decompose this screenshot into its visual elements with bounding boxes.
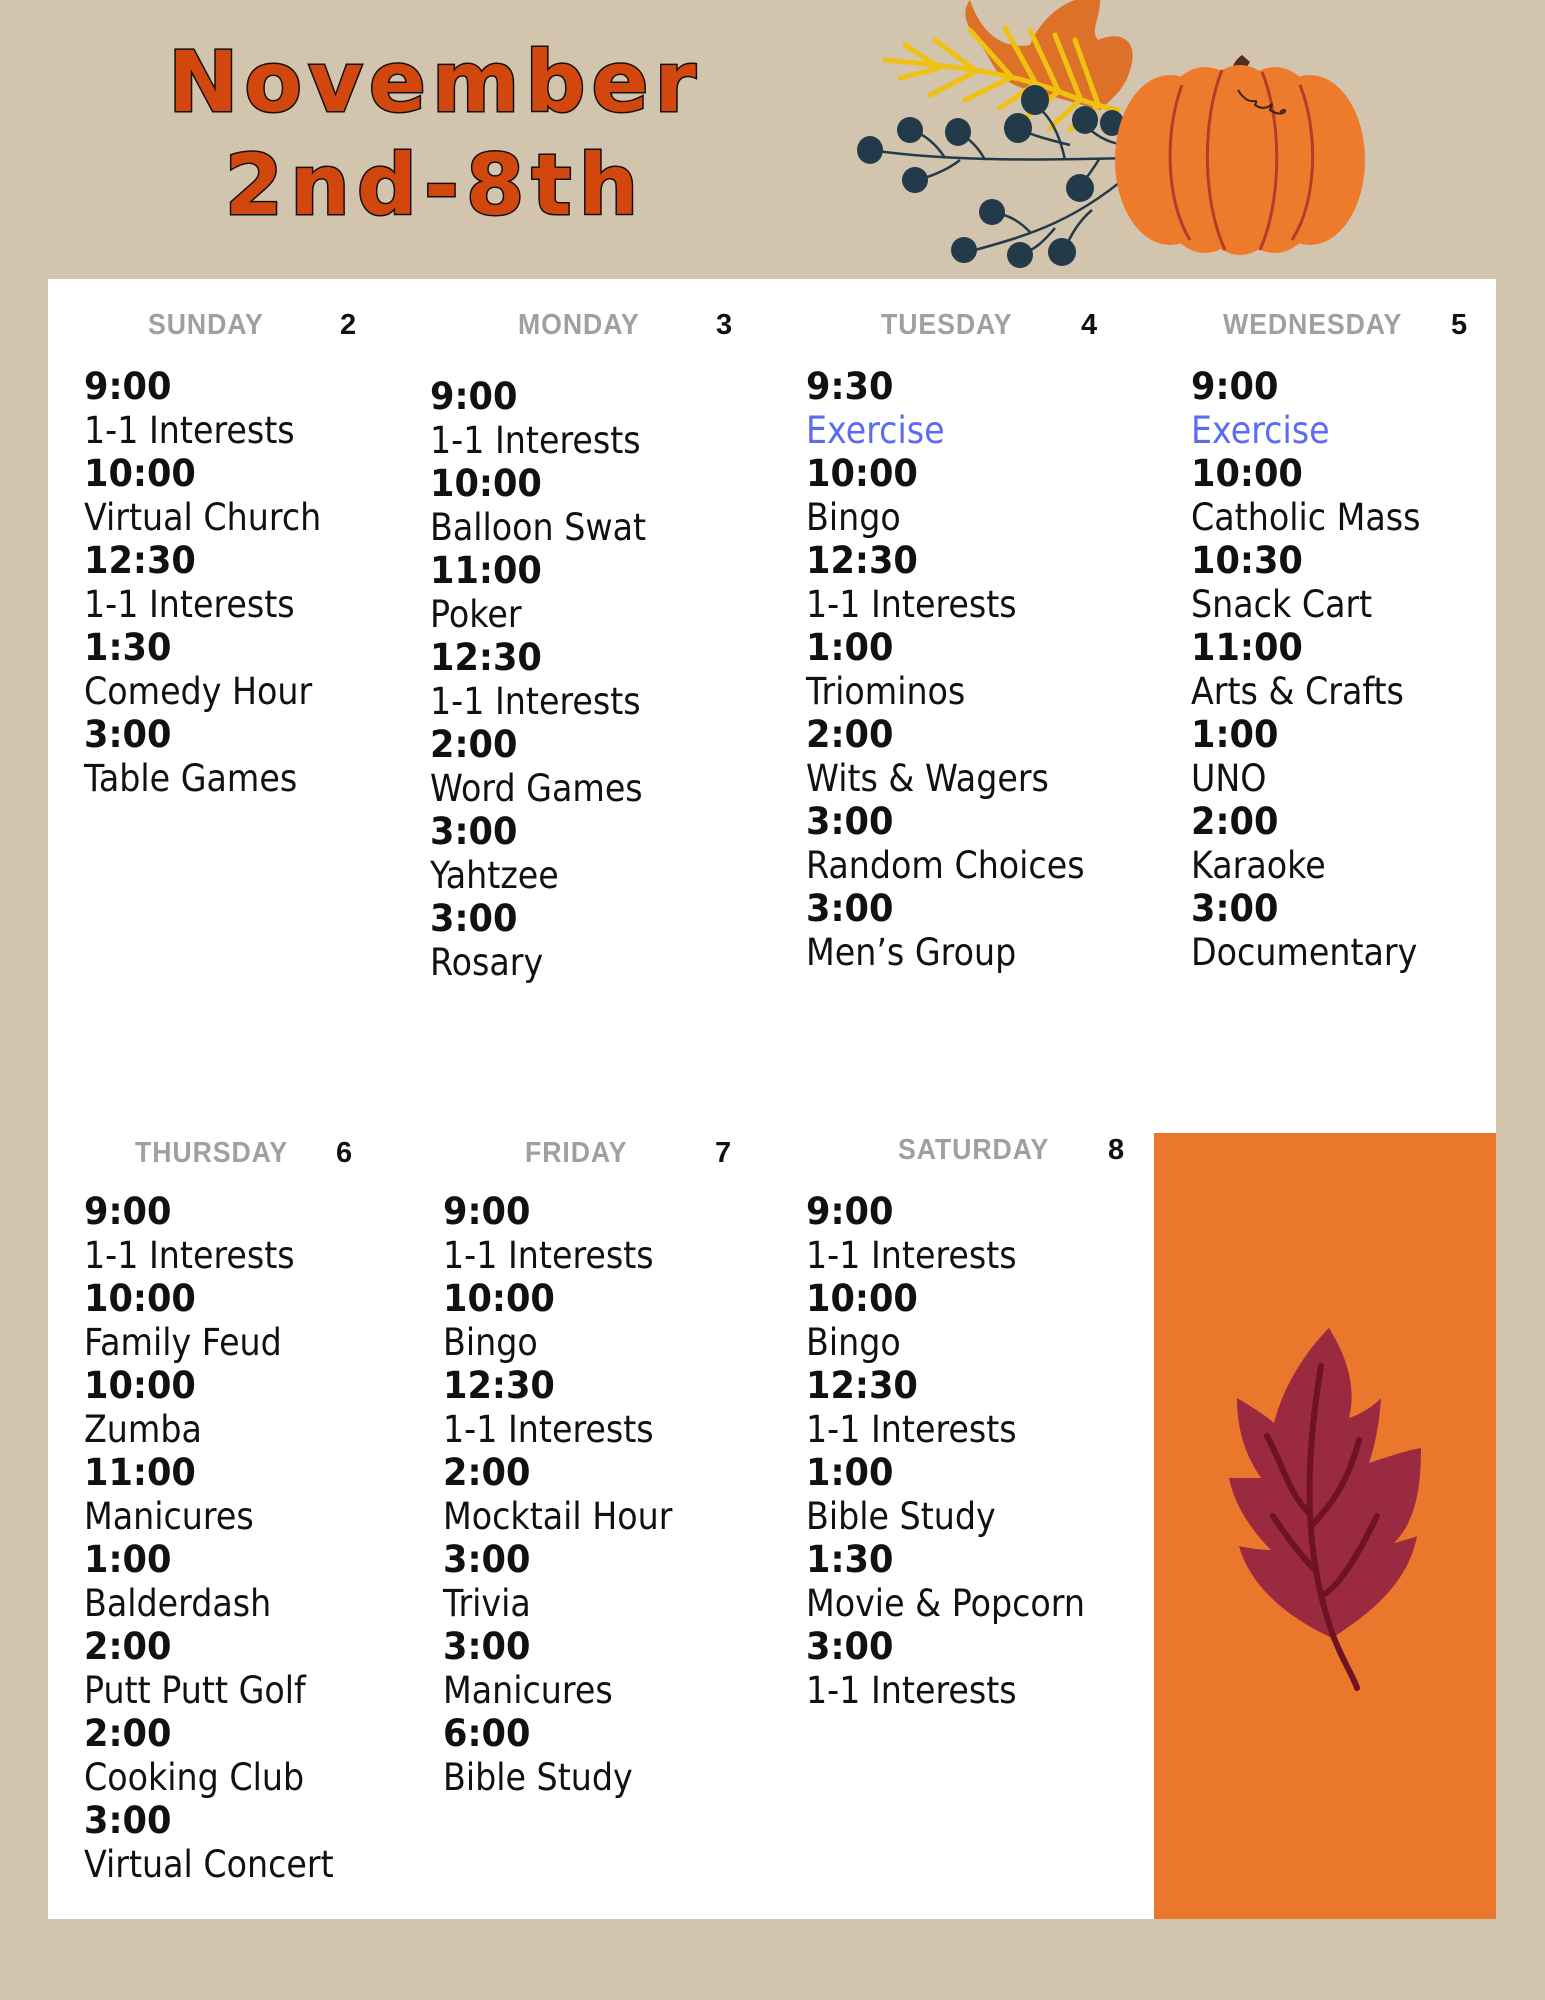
event-time: 3:00 xyxy=(430,810,518,853)
event-time: 10:00 xyxy=(84,452,196,495)
event-time: 10:00 xyxy=(806,1277,918,1320)
decorative-leaf-panel xyxy=(1154,1133,1496,1919)
event-time: 2:00 xyxy=(84,1712,172,1755)
event-list xyxy=(806,1190,1116,1712)
event-time: 6:00 xyxy=(443,1712,531,1755)
day-number: 2 xyxy=(340,309,358,341)
event-time: 10:00 xyxy=(1191,452,1303,495)
event-name: Poker xyxy=(430,592,522,636)
event-time: 1:00 xyxy=(1191,713,1279,756)
event-time: 3:00 xyxy=(806,1625,894,1668)
event-list xyxy=(806,365,1116,974)
event-name: Snack Cart xyxy=(1191,582,1373,626)
event-time: 2:00 xyxy=(443,1451,531,1494)
page-title-dates: 2nd-8th xyxy=(224,136,646,234)
event-name: Balderdash xyxy=(84,1581,272,1625)
page-title-month: November xyxy=(168,33,702,131)
event-name: 1-1 Interests xyxy=(430,679,641,723)
event-time: 12:30 xyxy=(84,539,196,582)
event-time: 9:30 xyxy=(806,365,894,408)
event-time: 12:30 xyxy=(806,1364,918,1407)
event-time: 9:00 xyxy=(1191,365,1279,408)
event-list xyxy=(1191,365,1446,974)
day-name: SUNDAY xyxy=(148,309,264,341)
event-name: Table Games xyxy=(84,756,298,800)
event-name: 1-1 Interests xyxy=(443,1407,654,1451)
day-name: TUESDAY xyxy=(881,309,1013,341)
event-time: 3:00 xyxy=(806,800,894,843)
event-time: 3:00 xyxy=(84,713,172,756)
event-name: Putt Putt Golf xyxy=(84,1668,306,1712)
event-time: 3:00 xyxy=(1191,887,1279,930)
event-name: Karaoke xyxy=(1191,843,1326,887)
event-name: 1-1 Interests xyxy=(806,582,1017,626)
event-name: Rosary xyxy=(430,940,544,984)
event-name: Wits & Wagers xyxy=(806,756,1049,800)
event-time: 1:00 xyxy=(806,626,894,669)
event-time: 11:00 xyxy=(84,1451,196,1494)
event-time: 11:00 xyxy=(430,549,542,592)
event-name: Virtual Concert xyxy=(84,1842,334,1886)
event-name: 1-1 Interests xyxy=(443,1233,654,1277)
event-time: 2:00 xyxy=(84,1625,172,1668)
event-name: Catholic Mass xyxy=(1191,495,1421,539)
event-name: Random Choices xyxy=(806,843,1085,887)
event-list xyxy=(443,1190,698,1799)
event-time: 1:30 xyxy=(84,626,172,669)
event-time: 1:00 xyxy=(806,1451,894,1494)
event-name: Word Games xyxy=(430,766,643,810)
event-name: 1-1 Interests xyxy=(806,1233,1017,1277)
event-list xyxy=(84,1190,361,1886)
event-time: 1:00 xyxy=(84,1538,172,1581)
day-number: 7 xyxy=(715,1137,733,1169)
day-name: FRIDAY xyxy=(525,1137,628,1169)
event-name: Mocktail Hour xyxy=(443,1494,673,1538)
event-time: 9:00 xyxy=(84,1190,172,1233)
event-name-highlighted: Exercise xyxy=(806,408,945,452)
event-time: 10:00 xyxy=(806,452,918,495)
event-time: 9:00 xyxy=(84,365,172,408)
event-name: Manicures xyxy=(443,1668,613,1712)
event-name-highlighted: Exercise xyxy=(1191,408,1330,452)
event-time: 2:00 xyxy=(1191,800,1279,843)
event-time: 3:00 xyxy=(443,1625,531,1668)
event-name: Trivia xyxy=(443,1581,531,1625)
day-number: 6 xyxy=(336,1137,354,1169)
event-time: 3:00 xyxy=(806,887,894,930)
pumpkin-berries-icon xyxy=(830,0,1370,275)
day-number: 5 xyxy=(1451,309,1469,341)
event-time: 9:00 xyxy=(806,1190,894,1233)
event-name: Documentary xyxy=(1191,930,1418,974)
event-time: 9:00 xyxy=(443,1190,531,1233)
event-list xyxy=(430,375,670,984)
event-name: Comedy Hour xyxy=(84,669,313,713)
event-name: Family Feud xyxy=(84,1320,282,1364)
autumn-leaf-icon xyxy=(1229,1328,1429,1698)
event-time: 10:00 xyxy=(84,1364,196,1407)
event-time: 2:00 xyxy=(806,713,894,756)
event-name: Triominos xyxy=(806,669,966,713)
event-name: Cooking Club xyxy=(84,1755,305,1799)
event-name: 1-1 Interests xyxy=(806,1407,1017,1451)
day-name: THURSDAY xyxy=(135,1137,289,1169)
event-name: Manicures xyxy=(84,1494,254,1538)
event-time: 12:30 xyxy=(806,539,918,582)
event-name: 1-1 Interests xyxy=(84,408,295,452)
event-name: Virtual Church xyxy=(84,495,322,539)
event-name: 1-1 Interests xyxy=(430,418,641,462)
event-time: 10:00 xyxy=(443,1277,555,1320)
event-time: 10:30 xyxy=(1191,539,1303,582)
event-time: 3:00 xyxy=(84,1799,172,1842)
event-name: 1-1 Interests xyxy=(84,582,295,626)
event-name: 1-1 Interests xyxy=(84,1233,295,1277)
day-number: 4 xyxy=(1081,309,1099,341)
event-list xyxy=(84,365,348,800)
event-name: Bingo xyxy=(443,1320,538,1364)
event-name: Yahtzee xyxy=(430,853,559,897)
event-name: UNO xyxy=(1191,756,1267,800)
event-name: Balloon Swat xyxy=(430,505,647,549)
event-time: 12:30 xyxy=(430,636,542,679)
event-name: Men’s Group xyxy=(806,930,1017,974)
event-time: 3:00 xyxy=(443,1538,531,1581)
day-name: SATURDAY xyxy=(898,1134,1050,1166)
event-time: 10:00 xyxy=(84,1277,196,1320)
day-name: WEDNESDAY xyxy=(1223,309,1403,341)
event-name: Bingo xyxy=(806,495,901,539)
event-time: 3:00 xyxy=(430,897,518,940)
day-number: 8 xyxy=(1108,1134,1126,1166)
event-name: Bingo xyxy=(806,1320,901,1364)
event-name: 1-1 Interests xyxy=(806,1668,1017,1712)
day-number: 3 xyxy=(716,309,734,341)
day-name: MONDAY xyxy=(518,309,640,341)
event-time: 2:00 xyxy=(430,723,518,766)
event-time: 10:00 xyxy=(430,462,542,505)
event-name: Arts & Crafts xyxy=(1191,669,1404,713)
event-name: Movie & Popcorn xyxy=(806,1581,1085,1625)
event-name: Zumba xyxy=(84,1407,202,1451)
event-time: 11:00 xyxy=(1191,626,1303,669)
event-time: 12:30 xyxy=(443,1364,555,1407)
event-name: Bible Study xyxy=(806,1494,996,1538)
event-name: Bible Study xyxy=(443,1755,633,1799)
event-time: 1:30 xyxy=(806,1538,894,1581)
event-time: 9:00 xyxy=(430,375,518,418)
